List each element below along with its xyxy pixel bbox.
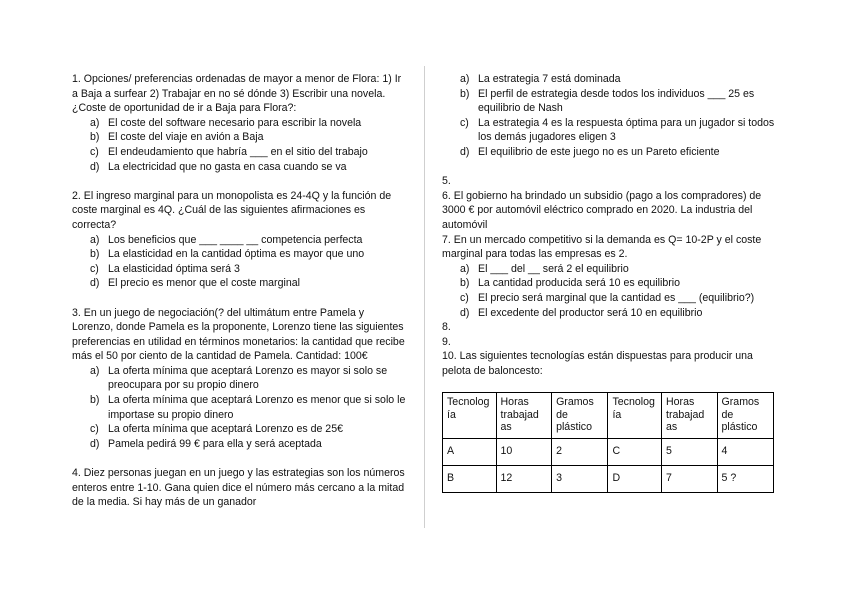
table-cell: C bbox=[608, 439, 662, 466]
question-1-options bbox=[72, 116, 406, 174]
question-7-option-d: d) El excedente del productor será 10 en equilibrio bbox=[460, 306, 703, 319]
table-cell: 7 bbox=[662, 466, 718, 493]
table-row bbox=[443, 466, 774, 493]
table-cell: 4 bbox=[717, 439, 773, 466]
question-2 bbox=[72, 189, 406, 291]
table-cell: D bbox=[608, 466, 662, 493]
question-9: 9. bbox=[442, 335, 451, 348]
question-7-option-b: b) La cantidad producida será 10 es equilibrio bbox=[460, 277, 681, 290]
question-4-option-c: c) La estrategia 4 es la respuesta óptima para un jugador si todos los demás jugadores eligen 3 bbox=[460, 116, 775, 144]
table-cell: 12 bbox=[496, 466, 552, 493]
question-2-options bbox=[72, 233, 406, 291]
question-2-text: 2. El ingreso marginal para un monopolista es 24-4Q y la función de coste marginal es 4Q. ¿Cuál de las siguientes afirmaciones es correcta? bbox=[72, 189, 392, 231]
right-column bbox=[442, 72, 776, 493]
table-cell: 10 bbox=[496, 439, 552, 466]
question-1-option-a: a) El coste del software necesario para escribir la novela bbox=[90, 116, 362, 129]
question-7-options bbox=[442, 262, 776, 320]
table-cell: A bbox=[443, 439, 497, 466]
question-4 bbox=[72, 466, 406, 510]
table-cell: 2 bbox=[552, 439, 608, 466]
table-header-row bbox=[443, 393, 774, 439]
table-cell: 5 bbox=[662, 439, 718, 466]
question-7-option-c: c) El precio será marginal que la cantidad es ___ (equilibrio?) bbox=[460, 291, 755, 304]
table-row bbox=[443, 439, 774, 466]
question-7-option-a: a) El ___ del __ será 2 el equilibrio bbox=[460, 262, 629, 275]
question-1-option-c: c) El endeudamiento que habría ___ en el sitio del trabajo bbox=[90, 145, 368, 158]
question-2-option-d: d) El precio es menor que el coste marginal bbox=[90, 277, 300, 290]
question-1-option-b: b) El coste del viaje en avión a Baja bbox=[90, 131, 264, 144]
table-header-cell: Horas trabajad as bbox=[662, 393, 718, 439]
table-header-cell: Tecnolog ía bbox=[443, 393, 497, 439]
table-cell: B bbox=[443, 466, 497, 493]
question-2-option-c: c) La elasticidad óptima será 3 bbox=[90, 262, 240, 275]
question-4-options bbox=[442, 72, 776, 160]
question-10: 10. Las siguientes tecnologías están dispuestas para producir una pelota de baloncesto: bbox=[442, 350, 753, 377]
question-2-option-b: b) La elasticidad en la cantidad óptima es mayor que uno bbox=[90, 248, 365, 261]
technology-table bbox=[442, 392, 774, 493]
table-header-cell: Gramos de plástico bbox=[552, 393, 608, 439]
question-7 bbox=[442, 233, 776, 321]
question-3-option-b: b) La oferta mínima que aceptará Lorenzo es menor que si solo le importase su propio dinero bbox=[90, 394, 406, 421]
table-header-cell: Tecnolog ía bbox=[608, 393, 662, 439]
question-4-option-b: b) El perfil de estrategia desde todos los individuos ___ 25 es equilibrio de Nash bbox=[460, 87, 755, 115]
table-cell: 3 bbox=[552, 466, 608, 493]
question-1-text: 1. Opciones/ preferencias ordenadas de mayor a menor de Flora: 1) Ir a Baja a surfear 2) Trabajar en no sé dónde 3) Escribir una novela. ¿Coste de oportunidad de ir a Baja para Flora?: bbox=[72, 73, 402, 115]
question-3 bbox=[72, 306, 406, 452]
question-4-option-a: a) La estrategia 7 está dominada bbox=[460, 73, 621, 85]
table-cell: 5 ? bbox=[717, 466, 773, 493]
question-4-text: 4. Diez personas juegan en un juego y las estrategias son los números enteros entre 1-10. Gana quien dice el número más cercano a la mitad de la media. Si hay más de un ganador bbox=[72, 467, 405, 509]
question-6: 6. El gobierno ha brindado un subsidio (pago a los compradores) de 3000 € por automóvil eléctrico comprado en 2020. La industria del automóvil bbox=[442, 189, 762, 231]
question-1-option-d: d) La electricidad que no gasta en casa cuando se va bbox=[90, 160, 347, 173]
table-header-cell: Horas trabajad as bbox=[496, 393, 552, 439]
question-3-option-d: d) Pamela pedirá 99 € para ella y será aceptada bbox=[90, 437, 322, 450]
question-4-option-d: d) El equilibrio de este juego no es un Pareto eficiente bbox=[460, 145, 720, 158]
question-3-option-a: a) La oferta mínima que aceptará Lorenzo es mayor si solo se preocupara por su propio dinero bbox=[90, 364, 388, 392]
table-header-cell: Gramos de plástico bbox=[717, 393, 773, 439]
question-3-option-c: c) La oferta mínima que aceptará Lorenzo es de 25€ bbox=[90, 423, 343, 436]
column-divider bbox=[424, 66, 425, 528]
question-5: 5. bbox=[442, 175, 451, 188]
question-1 bbox=[72, 72, 406, 174]
question-2-option-a: a) Los beneficios que ___ ____ __ competencia perfecta bbox=[90, 233, 363, 246]
left-column bbox=[72, 72, 406, 510]
question-7-text: 7. En un mercado competitivo si la demanda es Q= 10-2P y el coste marginal para todas las empresas es 2. bbox=[442, 233, 762, 261]
question-3-options bbox=[72, 364, 406, 452]
question-8: 8. bbox=[442, 321, 451, 334]
question-3-text: 3. En un juego de negociación(? del ultimátum entre Pamela y Lorenzo, donde Pamela es la proponente, Lorenzo tiene las siguientes preferencias en utilidad en términos monetarios: la cantidad que recibe más el 50 por ciento de la cantidad de Pamela. Cantidad: 100€ bbox=[72, 306, 405, 363]
